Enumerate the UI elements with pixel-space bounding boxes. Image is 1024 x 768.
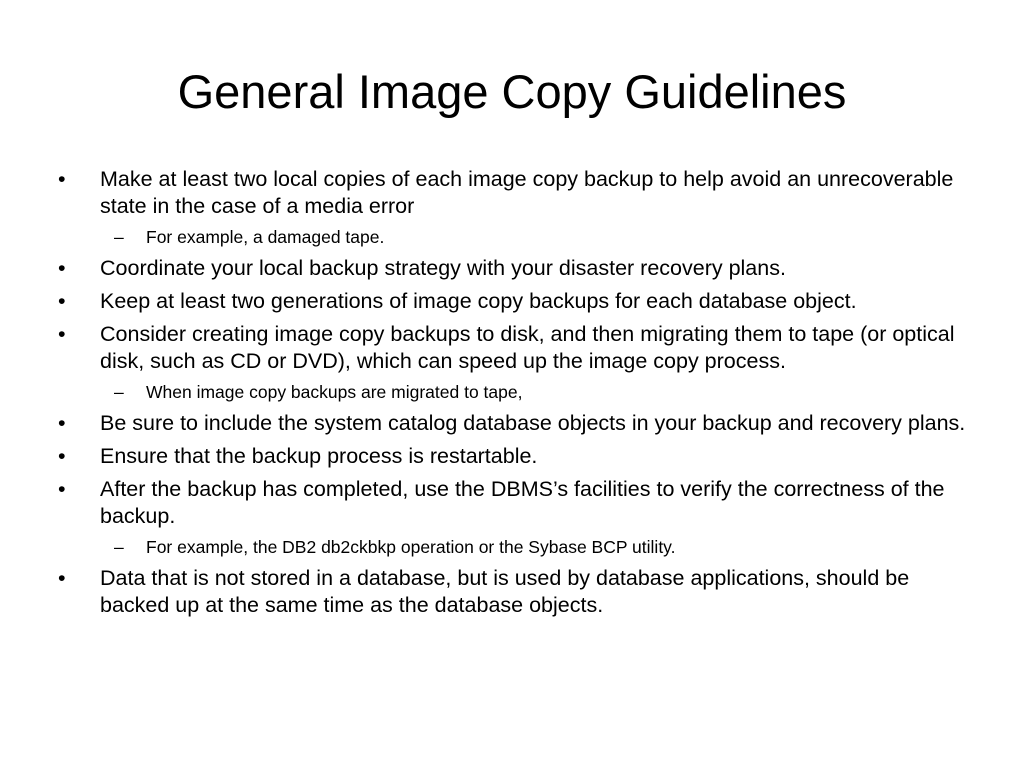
bullet-icon: • [58,167,66,191]
bullet-text: Consider creating image copy backups to disk, and then migrating them to tape (or optical disk, such as CD or DVD), which can speed up the image copy process. [100,322,955,373]
slide-title: General Image Copy Guidelines [177,65,847,118]
dash-icon: – [114,382,124,402]
bullet-icon: • [58,289,66,313]
bullet-icon: • [58,411,66,435]
bullet-item [58,288,978,315]
sub-bullet-text: For example, the DB2 db2ckbkp operation or the Sybase BCP utility. [146,537,676,557]
bullet-icon: • [58,322,66,346]
sub-bullet-item [58,225,978,249]
bullet-item [58,321,978,375]
bullet-icon: • [58,444,66,468]
bullet-icon: • [58,566,66,590]
dash-icon: – [114,537,124,557]
bullet-text: Ensure that the backup process is restartable. [100,444,538,468]
bullet-item [58,166,978,220]
bullet-item [58,476,978,530]
bullet-item [58,410,978,437]
dash-icon: – [114,227,124,247]
bullet-item [58,565,978,619]
bullet-list [58,166,978,625]
bullet-text: Coordinate your local backup strategy with your disaster recovery plans. [100,256,786,280]
sub-bullet-text: For example, a damaged tape. [146,227,385,247]
bullet-text: Be sure to include the system catalog database objects in your backup and recovery plans. [100,411,966,435]
sub-bullet-text: When image copy backups are migrated to tape, [146,382,523,402]
sub-bullet-item [58,535,978,559]
bullet-text: Data that is not stored in a database, but is used by database applications, should be backed up at the same time as the database objects. [100,566,910,617]
bullet-item [58,255,978,282]
bullet-icon: • [58,477,66,501]
bullet-text: Make at least two local copies of each image copy backup to help avoid an unrecoverable state in the case of a media error [100,167,954,218]
bullet-icon: • [58,256,66,280]
bullet-text: After the backup has completed, use the DBMS’s facilities to verify the correctness of the backup. [100,477,945,528]
bullet-item [58,443,978,470]
sub-bullet-item [58,380,978,404]
bullet-text: Keep at least two generations of image copy backups for each database object. [100,289,857,313]
